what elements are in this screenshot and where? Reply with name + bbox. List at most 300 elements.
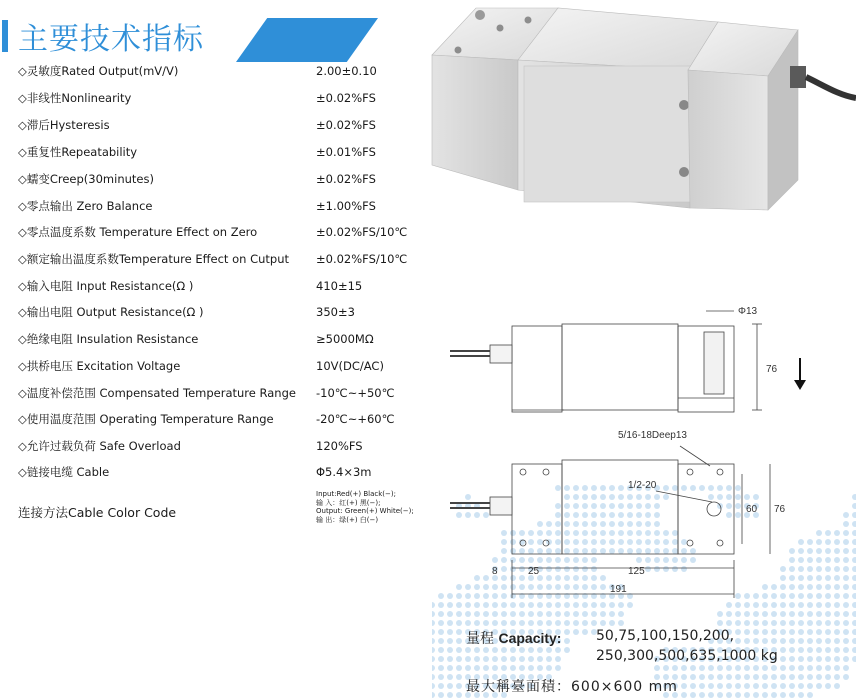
pan-size xyxy=(466,676,678,696)
map-dot xyxy=(654,494,660,500)
map-dot xyxy=(438,647,444,653)
map-dot xyxy=(798,674,804,680)
map-dot xyxy=(501,566,507,572)
spec-label: ◇额定输出温度系数Temperature Effect on Cutput xyxy=(18,252,290,266)
map-dot xyxy=(618,530,624,536)
map-dot xyxy=(834,593,840,599)
map-dot xyxy=(654,566,660,572)
map-dot xyxy=(690,548,696,554)
map-dot xyxy=(555,584,561,590)
map-dot xyxy=(843,512,849,518)
map-dot xyxy=(438,620,444,626)
map-dot xyxy=(735,629,741,635)
map-dot xyxy=(483,611,489,617)
map-dot xyxy=(708,674,714,680)
map-dot xyxy=(663,557,669,563)
map-dot xyxy=(798,584,804,590)
map-dot xyxy=(510,530,516,536)
map-dot xyxy=(690,692,696,698)
map-dot xyxy=(717,674,723,680)
map-dot xyxy=(681,674,687,680)
map-dot xyxy=(501,530,507,536)
map-dot xyxy=(609,512,615,518)
map-dot xyxy=(483,620,489,626)
map-dot xyxy=(726,611,732,617)
map-dot xyxy=(483,584,489,590)
map-dot xyxy=(447,629,453,635)
map-dot xyxy=(510,548,516,554)
map-dot xyxy=(816,656,822,662)
map-dot xyxy=(663,494,669,500)
map-dot xyxy=(744,692,750,698)
map-dot xyxy=(573,530,579,536)
map-dot xyxy=(753,602,759,608)
map-dot xyxy=(537,539,543,545)
map-dot xyxy=(663,485,669,491)
map-dot xyxy=(843,674,849,680)
map-dot xyxy=(483,575,489,581)
map-dot xyxy=(456,692,462,698)
map-dot xyxy=(432,665,435,671)
map-dot xyxy=(600,494,606,500)
map-dot xyxy=(753,629,759,635)
map-dot xyxy=(816,629,822,635)
map-dot xyxy=(825,611,831,617)
map-dot xyxy=(726,692,732,698)
map-dot xyxy=(519,557,525,563)
map-dot xyxy=(744,494,750,500)
map-dot xyxy=(555,530,561,536)
map-dot xyxy=(852,539,856,545)
map-dot xyxy=(483,602,489,608)
map-dot xyxy=(789,557,795,563)
map-dot xyxy=(564,602,570,608)
map-dot xyxy=(789,692,795,698)
map-dot xyxy=(780,593,786,599)
map-dot xyxy=(645,557,651,563)
map-dot xyxy=(438,692,444,698)
spec-value: ≥5000MΩ xyxy=(316,332,374,346)
map-dot xyxy=(564,512,570,518)
map-dot xyxy=(825,647,831,653)
map-dot xyxy=(456,602,462,608)
map-dot xyxy=(798,566,804,572)
map-dot xyxy=(528,602,534,608)
map-dot xyxy=(699,674,705,680)
map-dot xyxy=(483,512,489,518)
map-dot xyxy=(825,539,831,545)
map-dot xyxy=(663,530,669,536)
map-dot xyxy=(519,611,525,617)
map-dot xyxy=(432,638,435,644)
map-dot xyxy=(708,494,714,500)
map-dot xyxy=(717,683,723,689)
map-dot xyxy=(564,521,570,527)
map-dot xyxy=(636,521,642,527)
map-dot xyxy=(438,629,444,635)
map-dot xyxy=(591,575,597,581)
map-dot xyxy=(717,620,723,626)
map-dot xyxy=(546,620,552,626)
map-dot xyxy=(492,602,498,608)
map-dot xyxy=(807,611,813,617)
map-dot xyxy=(699,683,705,689)
map-dot xyxy=(582,566,588,572)
map-dot xyxy=(798,656,804,662)
map-dot xyxy=(645,548,651,554)
map-dot xyxy=(573,620,579,626)
map-dot xyxy=(465,665,471,671)
map-dot xyxy=(726,494,732,500)
map-dot xyxy=(825,665,831,671)
map-dot xyxy=(618,503,624,509)
map-dot xyxy=(789,575,795,581)
pan-size-value: 600×600 mm xyxy=(571,679,678,695)
map-dot xyxy=(762,683,768,689)
map-dot xyxy=(438,665,444,671)
map-dot xyxy=(816,665,822,671)
map-dot xyxy=(537,521,543,527)
map-dot xyxy=(582,512,588,518)
map-dot xyxy=(780,629,786,635)
map-dot xyxy=(519,620,525,626)
spec-value: 350±3 xyxy=(316,305,355,319)
map-dot xyxy=(447,620,453,626)
map-dot xyxy=(582,611,588,617)
map-dot xyxy=(591,584,597,590)
map-dot xyxy=(474,593,480,599)
map-dot xyxy=(852,629,856,635)
map-dot xyxy=(654,548,660,554)
map-dot xyxy=(501,665,507,671)
map-dot xyxy=(852,494,856,500)
map-dot xyxy=(681,566,687,572)
map-dot xyxy=(690,683,696,689)
map-dot xyxy=(825,548,831,554)
map-dot xyxy=(600,584,606,590)
map-dot xyxy=(573,584,579,590)
map-dot xyxy=(546,530,552,536)
map-dot xyxy=(798,593,804,599)
map-dot xyxy=(744,611,750,617)
map-dot xyxy=(645,566,651,572)
map-dot xyxy=(627,521,633,527)
map-dot xyxy=(564,647,570,653)
map-dot xyxy=(555,503,561,509)
map-dot xyxy=(582,548,588,554)
map-dot xyxy=(600,521,606,527)
map-dot xyxy=(762,602,768,608)
map-dot xyxy=(735,494,741,500)
map-dot xyxy=(789,593,795,599)
map-dot xyxy=(609,494,615,500)
map-dot xyxy=(510,584,516,590)
map-dot xyxy=(465,593,471,599)
map-dot xyxy=(537,665,543,671)
map-dot xyxy=(519,548,525,554)
map-dot xyxy=(762,611,768,617)
map-dot xyxy=(528,539,534,545)
map-dot xyxy=(600,611,606,617)
map-dot xyxy=(762,665,768,671)
map-dot xyxy=(501,620,507,626)
spec-label: ◇重复性Repeatability xyxy=(18,145,138,159)
map-dot xyxy=(573,485,579,491)
map-dot xyxy=(555,485,561,491)
map-dot xyxy=(510,602,516,608)
spec-label: ◇灵敏度Rated Output(mV/V) xyxy=(18,64,179,78)
map-dot xyxy=(708,485,714,491)
map-dot xyxy=(537,656,543,662)
map-dot xyxy=(564,503,570,509)
map-dot xyxy=(798,575,804,581)
map-dot xyxy=(654,665,660,671)
map-dot xyxy=(654,512,660,518)
map-dot xyxy=(816,530,822,536)
map-dot xyxy=(681,539,687,545)
map-dot xyxy=(582,485,588,491)
map-dot xyxy=(618,494,624,500)
map-dot xyxy=(843,629,849,635)
map-dot xyxy=(456,620,462,626)
map-dot xyxy=(609,503,615,509)
map-dot xyxy=(807,647,813,653)
map-dot xyxy=(432,683,435,689)
map-dot xyxy=(780,620,786,626)
map-dot xyxy=(492,593,498,599)
dim-thread: 5/16-18Deep13 xyxy=(618,430,687,441)
map-dot xyxy=(537,557,543,563)
load-cell-photo xyxy=(418,0,856,215)
map-dot xyxy=(573,629,579,635)
map-dot xyxy=(726,620,732,626)
map-dot xyxy=(672,530,678,536)
map-dot xyxy=(780,647,786,653)
map-dot xyxy=(843,620,849,626)
dim-8: 8 xyxy=(492,566,498,577)
map-dot xyxy=(564,566,570,572)
map-dot xyxy=(528,656,534,662)
map-dot xyxy=(591,611,597,617)
header-decoration xyxy=(236,18,378,62)
map-dot xyxy=(753,692,759,698)
spec-value: -20℃~+60℃ xyxy=(316,412,395,426)
map-dot xyxy=(447,683,453,689)
map-dot xyxy=(852,548,856,554)
map-dot xyxy=(807,629,813,635)
map-dot xyxy=(825,683,831,689)
map-dot xyxy=(807,656,813,662)
map-dot xyxy=(591,602,597,608)
map-dot xyxy=(825,638,831,644)
map-dot xyxy=(798,692,804,698)
map-dot xyxy=(708,683,714,689)
map-dot xyxy=(555,620,561,626)
map-dot xyxy=(537,611,543,617)
map-dot xyxy=(474,602,480,608)
map-dot xyxy=(537,530,543,536)
map-dot xyxy=(807,593,813,599)
map-dot xyxy=(609,620,615,626)
map-dot xyxy=(546,566,552,572)
map-dot xyxy=(762,638,768,644)
spec-value: 2.00±0.10 xyxy=(316,64,377,78)
map-dot xyxy=(789,638,795,644)
map-dot xyxy=(852,566,856,572)
map-dot xyxy=(432,620,435,626)
map-dot xyxy=(546,521,552,527)
map-dot xyxy=(816,638,822,644)
dim-191: 191 xyxy=(610,584,627,595)
map-dot xyxy=(465,512,471,518)
map-dot xyxy=(519,575,525,581)
map-dot xyxy=(618,611,624,617)
map-dot xyxy=(573,494,579,500)
map-dot xyxy=(555,521,561,527)
map-dot xyxy=(807,548,813,554)
map-dot xyxy=(735,674,741,680)
map-dot xyxy=(852,602,856,608)
map-dot xyxy=(771,638,777,644)
map-dot xyxy=(798,557,804,563)
map-dot xyxy=(852,557,856,563)
map-dot xyxy=(546,611,552,617)
spec-value: ±0.01%FS xyxy=(316,145,376,159)
map-dot xyxy=(447,602,453,608)
map-dot xyxy=(573,503,579,509)
map-dot xyxy=(681,665,687,671)
map-dot xyxy=(546,584,552,590)
map-dot xyxy=(726,485,732,491)
map-dot xyxy=(591,512,597,518)
map-dot xyxy=(510,539,516,545)
map-dot xyxy=(798,611,804,617)
map-dot xyxy=(834,584,840,590)
map-dot xyxy=(555,548,561,554)
map-dot xyxy=(843,557,849,563)
dim-half-thread: 1/2-20 xyxy=(628,480,657,491)
page-title: 主要技术指标 xyxy=(18,22,204,57)
map-dot xyxy=(582,629,588,635)
capacity-label-cn: 量程 xyxy=(466,631,494,647)
map-dot xyxy=(627,503,633,509)
map-dot xyxy=(492,611,498,617)
map-dot xyxy=(843,656,849,662)
map-dot xyxy=(528,557,534,563)
map-dot xyxy=(843,593,849,599)
map-dot xyxy=(636,530,642,536)
map-dot xyxy=(456,512,462,518)
pan-size-label: 最大稱臺面積： xyxy=(466,679,571,695)
map-dot xyxy=(609,539,615,545)
map-dot xyxy=(600,620,606,626)
map-dot xyxy=(843,566,849,572)
spec-label: ◇零点输出 Zero Balance xyxy=(18,199,153,213)
map-dot xyxy=(807,539,813,545)
map-dot xyxy=(825,566,831,572)
map-dot xyxy=(564,557,570,563)
map-dot xyxy=(771,593,777,599)
map-dot xyxy=(699,692,705,698)
map-dot xyxy=(447,692,453,698)
map-dot xyxy=(609,548,615,554)
spec-label: ◇输出电阻 Output Resistance(Ω ) xyxy=(18,305,204,319)
map-dot xyxy=(447,593,453,599)
map-dot xyxy=(627,548,633,554)
map-dot xyxy=(672,665,678,671)
map-dot xyxy=(573,539,579,545)
map-dot xyxy=(591,548,597,554)
map-dot xyxy=(645,539,651,545)
map-dot xyxy=(834,539,840,545)
map-dot xyxy=(735,611,741,617)
map-dot xyxy=(609,485,615,491)
map-dot xyxy=(798,629,804,635)
spec-label: ◇温度补偿范围 Compensated Temperature Range xyxy=(18,386,296,400)
map-dot xyxy=(834,638,840,644)
cable-note: Input:Red(+) Black(−); xyxy=(316,490,396,498)
map-dot xyxy=(600,512,606,518)
map-dot xyxy=(474,512,480,518)
map-dot xyxy=(492,665,498,671)
map-dot xyxy=(672,485,678,491)
map-dot xyxy=(627,494,633,500)
map-dot xyxy=(447,647,453,653)
map-dot xyxy=(825,593,831,599)
map-dot xyxy=(735,485,741,491)
map-dot xyxy=(798,638,804,644)
map-dot xyxy=(465,494,471,500)
map-dot xyxy=(555,656,561,662)
map-dot xyxy=(618,485,624,491)
map-dot xyxy=(519,656,525,662)
map-dot xyxy=(816,566,822,572)
map-dot xyxy=(843,584,849,590)
dim-phi13: Φ13 xyxy=(738,306,758,317)
map-dot xyxy=(672,566,678,572)
map-dot xyxy=(501,611,507,617)
map-dot xyxy=(834,629,840,635)
map-dot xyxy=(456,593,462,599)
map-dot xyxy=(825,656,831,662)
map-dot xyxy=(564,539,570,545)
map-dot xyxy=(780,692,786,698)
map-dot xyxy=(432,611,435,617)
map-dot xyxy=(546,575,552,581)
map-dot xyxy=(690,674,696,680)
map-dot xyxy=(465,620,471,626)
map-dot xyxy=(618,539,624,545)
map-dot xyxy=(555,539,561,545)
map-dot xyxy=(555,512,561,518)
map-dot xyxy=(735,593,741,599)
map-dot xyxy=(432,602,435,608)
map-dot xyxy=(645,521,651,527)
map-dot xyxy=(555,611,561,617)
map-dot xyxy=(432,629,435,635)
map-dot xyxy=(636,494,642,500)
spec-label: ◇零点温度系数 Temperature Effect on Zero xyxy=(18,225,258,239)
header-accent-bar xyxy=(2,20,8,52)
map-dot xyxy=(807,692,813,698)
map-dot xyxy=(528,620,534,626)
map-dot xyxy=(528,548,534,554)
map-dot xyxy=(510,611,516,617)
map-dot xyxy=(510,656,516,662)
map-dot xyxy=(708,692,714,698)
map-dot xyxy=(798,620,804,626)
map-dot xyxy=(834,647,840,653)
